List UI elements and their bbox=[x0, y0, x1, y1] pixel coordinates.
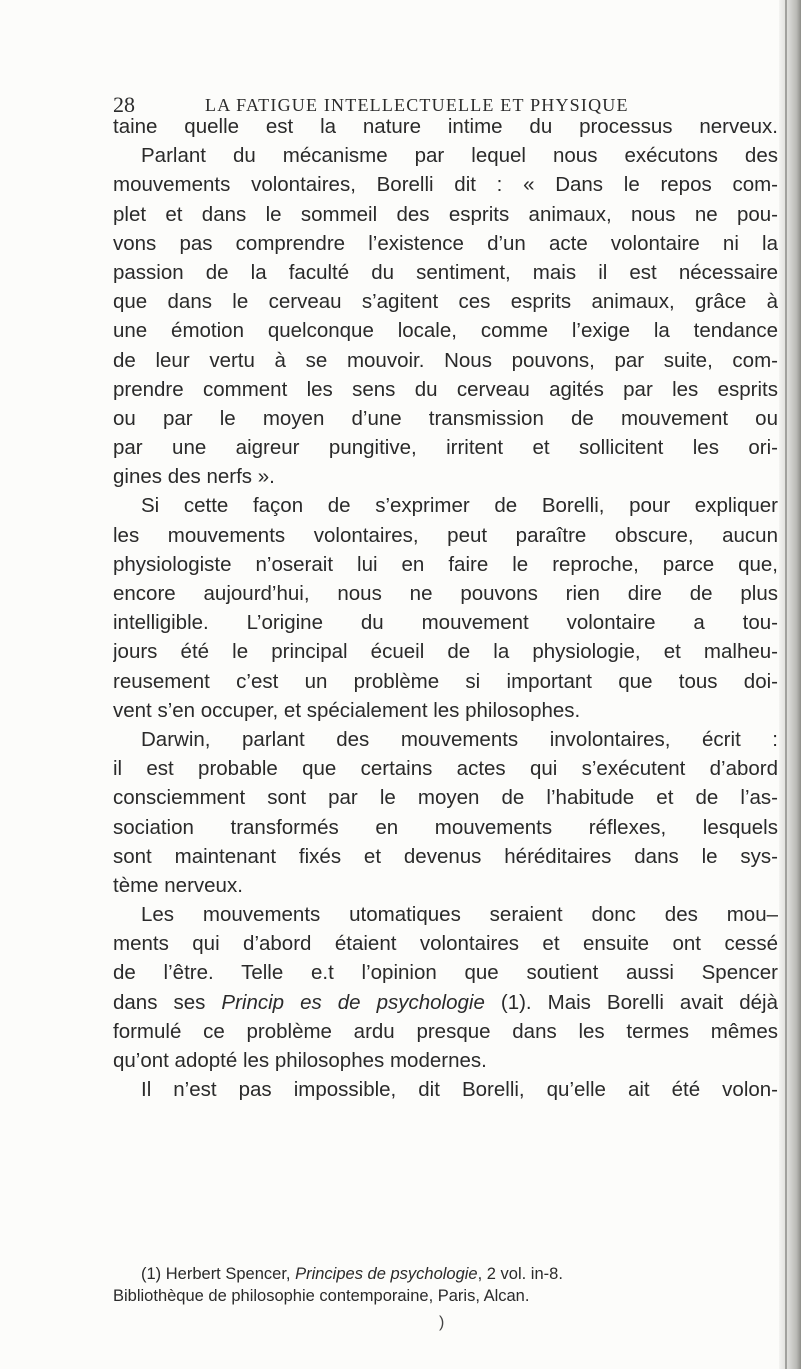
running-head-title: LA FATIGUE INTELLECTUELLE ET PHYSIQUE bbox=[205, 95, 629, 115]
footnote-text: (1) Herbert Spencer, bbox=[141, 1265, 296, 1283]
text-line: sociation transformés en mouvements réflexes, lesquels bbox=[113, 815, 778, 839]
text-segment: dans ses bbox=[113, 990, 222, 1014]
footnote bbox=[113, 1263, 773, 1307]
page-gutter-edge bbox=[785, 0, 787, 1369]
page-gutter-shadow bbox=[779, 0, 801, 1369]
text-line: plet et dans le sommeil des esprits animaux, nous ne pou- bbox=[113, 202, 778, 226]
book-title-italic: Princip es de psychologie bbox=[221, 990, 485, 1014]
text-line: tème nerveux. bbox=[113, 873, 243, 897]
text-line: consciemment sont par le moyen de l’habitude et de l’as- bbox=[113, 786, 778, 810]
text-line: jours été le principal écueil de la physiologie, et malheu- bbox=[113, 640, 778, 664]
text-line: vons pas comprendre l’existence d’un acte volontaire ni la bbox=[113, 231, 778, 255]
text-line: les mouvements volontaires, peut paraître obscure, aucun bbox=[113, 523, 778, 547]
text-line: Darwin, parlant des mouvements involontaires, écrit : bbox=[141, 727, 778, 751]
text-line: que dans le cerveau s’agitent ces esprits animaux, grâce à bbox=[113, 290, 778, 314]
text-line: Il n’est pas impossible, dit Borelli, qu’elle ait été volon- bbox=[141, 1078, 778, 1102]
text-segment: (1). Mais Borelli avait déjà bbox=[484, 990, 778, 1014]
text-line-spencer bbox=[113, 988, 778, 1017]
text-line: taine quelle est la nature intime du processus nerveux. bbox=[113, 115, 778, 138]
text-line: reusement c’est un problème si important que tous doi- bbox=[113, 669, 778, 693]
text-line: formulé ce problème ardu presque dans les termes mêmes bbox=[113, 1019, 778, 1043]
text-line: encore aujourd’hui, nous ne pouvons rien dire de plus bbox=[113, 582, 778, 605]
text-line: il est probable que certains actes qui s’exécutent d’abord bbox=[113, 757, 778, 781]
text-line: gines des nerfs ». bbox=[113, 465, 275, 489]
text-line: Parlant du mécanisme par lequel nous exécutons des bbox=[141, 144, 778, 168]
footnote-line bbox=[113, 1263, 773, 1285]
text-line: Les mouvements utomatiques seraient donc des mou– bbox=[141, 903, 778, 927]
footnote-book-title: Principes de psychologie bbox=[295, 1265, 478, 1283]
text-line: de leur vertu à se mouvoir. Nous pouvons, par suite, com- bbox=[113, 348, 778, 372]
text-line: intelligible. L’origine du mouvement volontaire a tou- bbox=[113, 611, 778, 635]
footnote-text: , 2 vol. in-8. bbox=[477, 1265, 563, 1283]
text-line: passion de la faculté du sentiment, mais il est nécessaire bbox=[113, 260, 778, 284]
text-line: de l’être. Telle e.t l’opinion que soutient aussi Spencer bbox=[113, 961, 778, 985]
text-line: mouvements volontaires, Borelli dit : « Dans le repos com- bbox=[113, 173, 778, 197]
stray-print-mark: ) bbox=[439, 1314, 445, 1331]
text-line: qu’ont adopté les philosophes modernes. bbox=[113, 1049, 487, 1072]
text-line: vent s’en occuper, et spécialement les philosophes. bbox=[113, 698, 581, 722]
body-text bbox=[113, 112, 778, 1104]
text-line: ments qui d’abord étaient volontaires et ensuite ont cessé bbox=[113, 932, 778, 956]
text-line: une émotion quelconque locale, comme l’exige la tendance bbox=[113, 319, 778, 343]
page-number: 28 bbox=[113, 92, 135, 117]
text-line: ou par le moyen d’une transmission de mouvement ou bbox=[113, 406, 778, 430]
text-line: Si cette façon de s’exprimer de Borelli, pour expliquer bbox=[141, 494, 778, 518]
text-line: par une aigreur pungitive, irritent et sollicitent les ori- bbox=[113, 436, 778, 460]
text-line: sont maintenant fixés et devenus héréditaires dans le sys- bbox=[113, 844, 778, 868]
text-line: prendre comment les sens du cerveau agités par les esprits bbox=[113, 377, 778, 401]
footnote-line: Bibliothèque de philosophie contemporaine, Paris, Alcan. bbox=[113, 1287, 530, 1305]
text-line: physiologiste n’oserait lui en faire le reproche, parce que, bbox=[113, 552, 778, 576]
